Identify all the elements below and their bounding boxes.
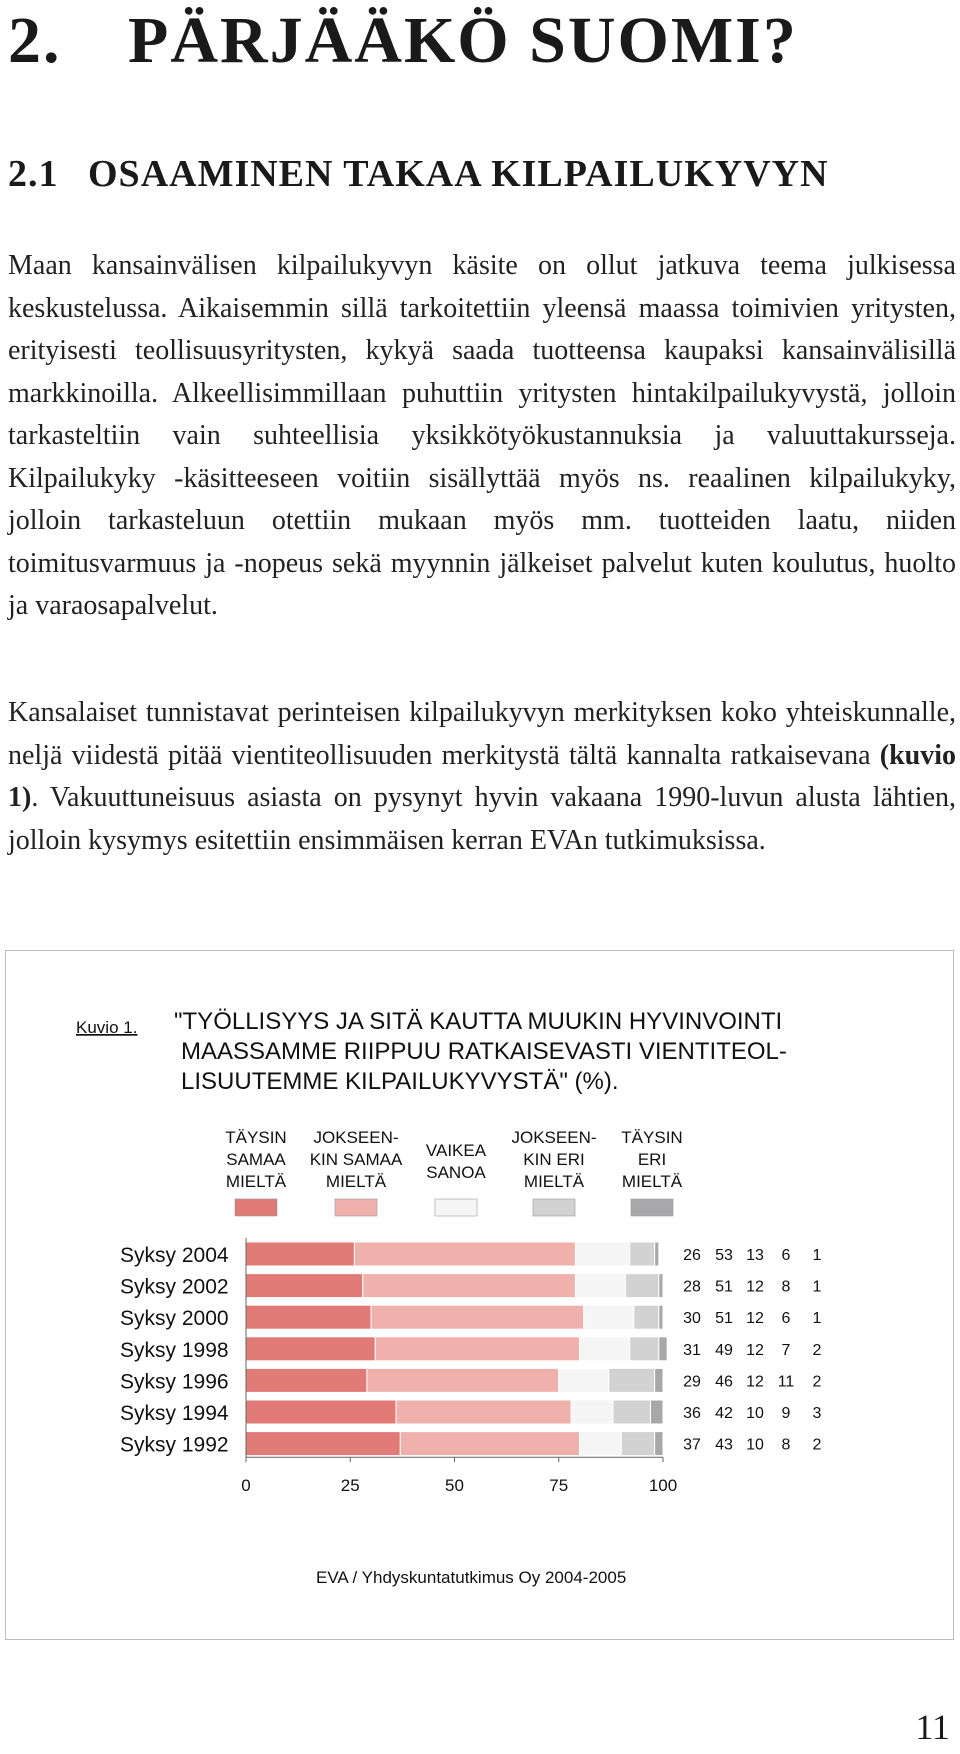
value-label: 28 (683, 1278, 701, 1296)
legend-swatch (235, 1199, 277, 1216)
bar-segment (396, 1400, 571, 1424)
bar-segment (367, 1368, 559, 1392)
x-tick-label: 75 (549, 1476, 569, 1496)
paragraph-2-text-start: Kansalaiset tunnistavat perinteisen kilpailukyvyn merkityksen koko yhteiskunnalle, neljä viidestä pitää vientiteollisuuden merkitystä tältä kannalta ratkaisevana (8, 697, 956, 771)
bar-segment (655, 1242, 659, 1266)
bar-segment (584, 1305, 634, 1329)
figure-title-line-3: LISUUTEMME KILPAILUKYVYSTÄ" (%). (181, 1068, 619, 1095)
bar-segment (580, 1432, 622, 1456)
value-label: 12 (746, 1373, 764, 1391)
category-label: Syksy 1992 (120, 1433, 229, 1457)
legend-swatch (533, 1199, 575, 1216)
section-number: 2.1 (8, 153, 59, 195)
value-label: 3 (812, 1405, 822, 1422)
legend-label-line: ERI (637, 1150, 667, 1169)
chapter-heading (8, 4, 798, 77)
x-tick-label: 25 (340, 1476, 360, 1496)
value-label: 12 (746, 1341, 764, 1359)
category-label: Syksy 2004 (120, 1244, 229, 1267)
bar-segment (559, 1368, 609, 1392)
bar-segment (621, 1432, 654, 1456)
value-label: 2 (812, 1373, 822, 1391)
figure-box (5, 950, 954, 1640)
value-label: 7 (781, 1341, 791, 1359)
bar-segment (375, 1337, 579, 1361)
value-label: 8 (781, 1436, 791, 1454)
chart-legend (225, 1128, 682, 1216)
figure-reference[interactable]: (kuvio 1) (8, 739, 956, 813)
value-label: 6 (781, 1247, 791, 1264)
chart-bars (246, 1242, 667, 1456)
legend-label-line: MIELTÄ (523, 1172, 585, 1191)
bar-segment (246, 1274, 363, 1298)
value-label: 12 (746, 1278, 764, 1296)
value-label: 49 (715, 1341, 733, 1359)
chapter-number: 2. (8, 4, 62, 77)
value-label: 8 (781, 1278, 791, 1296)
figure-source: EVA / Yhdyskuntatutkimus Oy 2004-2005 (316, 1568, 627, 1587)
figure-title-line-1: "TYÖLLISYYS JA SITÄ KAUTTA MUUKIN HYVINVOINTI (174, 1008, 783, 1035)
bar-segment (634, 1305, 659, 1329)
bar-segment (371, 1305, 584, 1329)
bar-segment (659, 1337, 667, 1361)
value-label: 30 (683, 1310, 701, 1328)
bar-segment (625, 1274, 658, 1298)
bar-segment (575, 1242, 629, 1266)
value-label: 2 (812, 1341, 822, 1359)
x-tick-label: 100 (648, 1476, 678, 1496)
body-paragraph-1: Maan kansainvälisen kilpailukyvyn käsite on ollut jatkuva teema julkisessa keskustelussa. Aikaisemmin sillä tarkoitettiin yleensä maassa toimivien yritysten, erityisesti teollisuusyritysten, kykyä saada tuotteensa kaupaksi kansainvälisillä markkinoilla. Alkeellisimmillaan puhuttiin yritysten hintakilpailukyvystä, jolloin tarkasteltiin vain suhteellisia yksikkötyökustannuksia ja valuuttakursseja. Kilpailukyky -käsitteeseen voitiin sisällyttää myös ns. reaalinen kilpailukyky, jolloin tarkasteluun otettiin mukaan myös mm. tuotteiden laatu, niiden toimitusvarmuus ja -nopeus sekä myynnin jälkeiset palvelut kuten koulutus, huolto ja varaosapalvelut. (8, 250, 956, 621)
legend-swatch (335, 1199, 377, 1216)
legend-label-line: JOKSEEN- (511, 1128, 597, 1147)
category-label: Syksy 1996 (120, 1370, 229, 1394)
value-label: 9 (781, 1405, 791, 1422)
bar-segment (246, 1432, 400, 1456)
value-label: 43 (715, 1436, 733, 1454)
value-label: 31 (683, 1341, 701, 1359)
category-label: Syksy 1994 (120, 1402, 229, 1425)
value-label: 2 (812, 1436, 822, 1454)
value-label: 11 (777, 1373, 795, 1391)
legend-label-line: MIELTÄ (225, 1172, 287, 1191)
legend-label-line: KIN ERI (523, 1150, 585, 1169)
bar-segment (575, 1274, 625, 1298)
value-label: 26 (683, 1247, 701, 1264)
legend-swatch (631, 1199, 673, 1216)
legend-label-line: TÄYSIN (621, 1128, 683, 1147)
category-label: Syksy 2000 (120, 1307, 229, 1331)
legend-label-line: VAIKEA (425, 1141, 487, 1160)
section-heading (8, 155, 829, 193)
bar-segment (609, 1368, 655, 1392)
value-label: 29 (683, 1373, 701, 1391)
legend-label-line: KIN SAMAA (309, 1150, 403, 1169)
bar-segment (246, 1305, 371, 1329)
bar-segment (659, 1305, 663, 1329)
page-number: 11 (915, 1707, 950, 1747)
value-label: 51 (715, 1278, 733, 1296)
value-label: 36 (683, 1405, 701, 1422)
value-label: 10 (746, 1436, 764, 1454)
value-label: 51 (715, 1310, 733, 1328)
figure-label: Kuvio 1. (76, 1018, 138, 1037)
legend-label-line: SAMAA (226, 1150, 286, 1169)
chapter-title: PÄRJÄÄKÖ SUOMI? (128, 4, 798, 77)
bar-segment (630, 1337, 659, 1361)
bar-segment (630, 1242, 655, 1266)
legend-swatch (435, 1199, 477, 1216)
bar-segment (613, 1400, 651, 1424)
bar-segment (659, 1274, 663, 1298)
bar-segment (580, 1337, 630, 1361)
bar-segment (246, 1368, 367, 1392)
bar-segment (354, 1242, 575, 1266)
bar-segment (246, 1242, 354, 1266)
value-label: 1 (812, 1247, 822, 1264)
legend-label-line: SANOA (426, 1163, 486, 1182)
legend-label-line: MIELTÄ (325, 1172, 387, 1191)
value-label: 37 (683, 1436, 701, 1454)
legend-label-line: JOKSEEN- (313, 1128, 399, 1147)
x-tick-label: 0 (241, 1476, 251, 1496)
value-label: 6 (781, 1310, 791, 1328)
legend-label-line: MIELTÄ (621, 1172, 683, 1191)
category-label: Syksy 2002 (120, 1275, 229, 1299)
value-label: 12 (746, 1310, 764, 1328)
section-title: OSAAMINEN TAKAA KILPAILUKYVYN (88, 153, 829, 195)
value-label: 10 (746, 1405, 764, 1422)
body-paragraph-2 (8, 692, 956, 862)
bar-segment (246, 1337, 375, 1361)
legend-label-line: TÄYSIN (225, 1128, 287, 1147)
category-label: Syksy 1998 (120, 1338, 229, 1362)
x-tick-label: 50 (445, 1476, 464, 1496)
bar-segment (400, 1432, 579, 1456)
bar-segment (246, 1400, 396, 1424)
value-label: 1 (812, 1278, 822, 1296)
bar-segment (655, 1368, 663, 1392)
stacked-bar-chart (6, 951, 952, 1639)
bar-segment (655, 1432, 663, 1456)
chart-category-labels (120, 1244, 229, 1457)
paragraph-2-text-end: . Vakuuttuneisuus asiasta on pysynyt hyvin vakaana 1990-luvun alusta lähtien, jolloin kysymys esitettiin ensimmäisen kerran EVAn tutkimuksissa. (8, 782, 956, 856)
bar-segment (571, 1400, 613, 1424)
value-label: 46 (715, 1373, 733, 1391)
value-label: 1 (812, 1310, 822, 1328)
bar-segment (650, 1400, 663, 1424)
chart-value-columns (683, 1247, 821, 1454)
value-label: 42 (715, 1405, 733, 1422)
figure-title-line-2: MAASSAMME RIIPPUU RATKAISEVASTI VIENTITEOL- (181, 1038, 787, 1065)
bar-segment (363, 1274, 576, 1298)
value-label: 53 (715, 1247, 733, 1264)
value-label: 13 (746, 1247, 764, 1264)
